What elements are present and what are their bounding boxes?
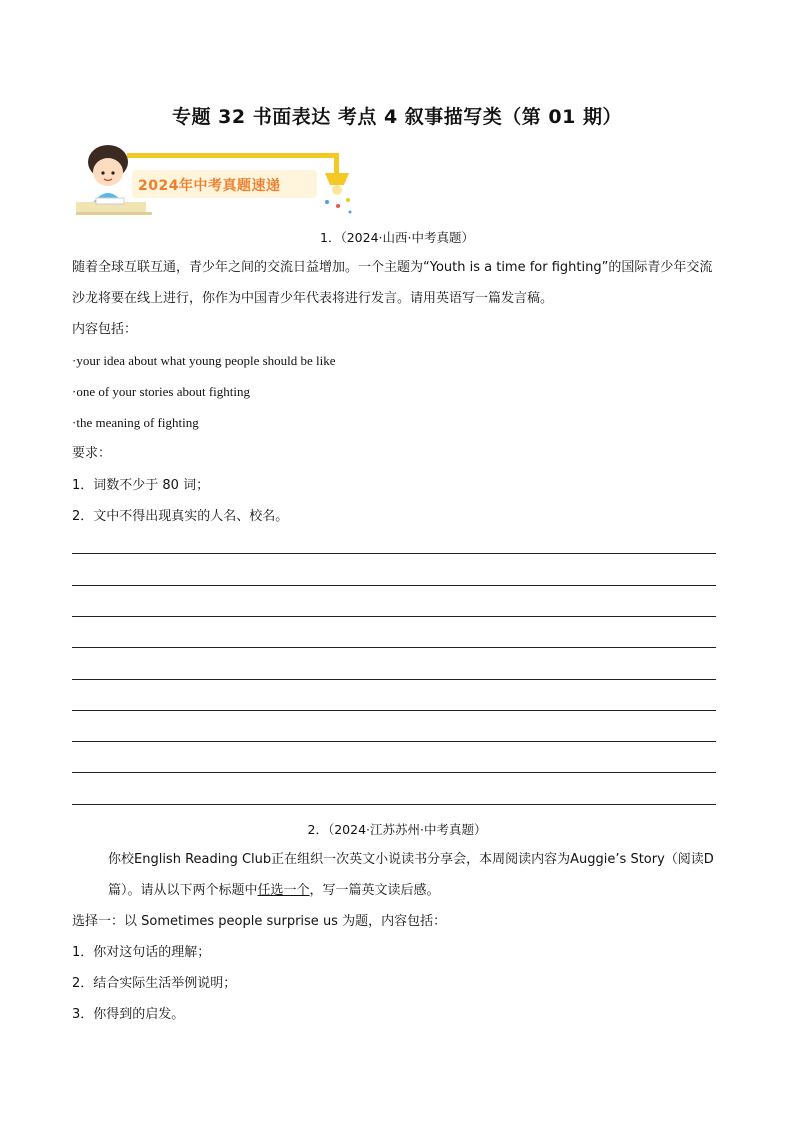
q1-requirements-label: 要求： bbox=[72, 446, 112, 461]
writing-line[interactable] bbox=[72, 647, 716, 648]
q1-requirement-1: 1．词数不少于 80 词； bbox=[72, 478, 210, 493]
writing-line[interactable] bbox=[72, 679, 716, 680]
q2-paragraph-line2 bbox=[108, 882, 758, 900]
q1-point-3: ·the meaning of fighting bbox=[72, 415, 199, 430]
writing-line[interactable] bbox=[72, 710, 716, 711]
writing-line[interactable] bbox=[72, 741, 716, 742]
q1-heading: 1．（2024·山西·中考真题） bbox=[320, 230, 474, 245]
q1-requirement-2: 2．文中不得出现真实的人名、校名。 bbox=[72, 509, 289, 524]
q2-item-3: 3．你得到的启发。 bbox=[72, 1007, 185, 1022]
q2-item-2: 2．结合实际生活举例说明； bbox=[72, 976, 237, 991]
writing-line[interactable] bbox=[72, 616, 716, 617]
writing-line[interactable] bbox=[72, 585, 716, 586]
q2-paragraph-line2-a: 篇）。请从以下两个标题中 bbox=[108, 883, 258, 898]
q2-underlined-choice: 任选一个 bbox=[257, 883, 310, 898]
writing-line[interactable] bbox=[72, 553, 716, 554]
q2-heading: 2．（2024·江苏苏州·中考真题） bbox=[307, 822, 487, 837]
writing-line[interactable] bbox=[72, 804, 716, 805]
q2-item-1: 1．你对这句话的理解； bbox=[72, 945, 211, 960]
q2-option-1: 选择一：以 Sometimes people surprise us 为题，内容包括： bbox=[72, 914, 447, 929]
banner-label: 2024年中考真题速递 bbox=[138, 178, 281, 194]
q2-paragraph-line1: 你校English Reading Club正在组织一次英文小说读书分享会，本周阅读内容为Auggie’s Story（阅读D bbox=[108, 852, 714, 867]
q1-paragraph-line1: 随着全球互联互通，青少年之间的交流日益增加。一个主题为“Youth is a time for fighting”的国际青少年交流 bbox=[72, 260, 713, 275]
q2-paragraph-line2-b: ，写一篇英文读后感。 bbox=[309, 883, 440, 898]
page-title: 专题 32 书面表达 考点 4 叙事描写类（第 01 期） bbox=[172, 106, 622, 128]
q1-point-1: ·your idea about what young people should be like bbox=[72, 353, 336, 368]
q1-content-label: 内容包括： bbox=[72, 322, 138, 337]
q1-point-2: ·one of your stories about fighting bbox=[72, 384, 250, 399]
q1-paragraph-line2: 沙龙将要在线上进行，你作为中国青少年代表将进行发言。请用英语写一篇发言稿。 bbox=[72, 291, 554, 306]
writing-line[interactable] bbox=[72, 772, 716, 773]
